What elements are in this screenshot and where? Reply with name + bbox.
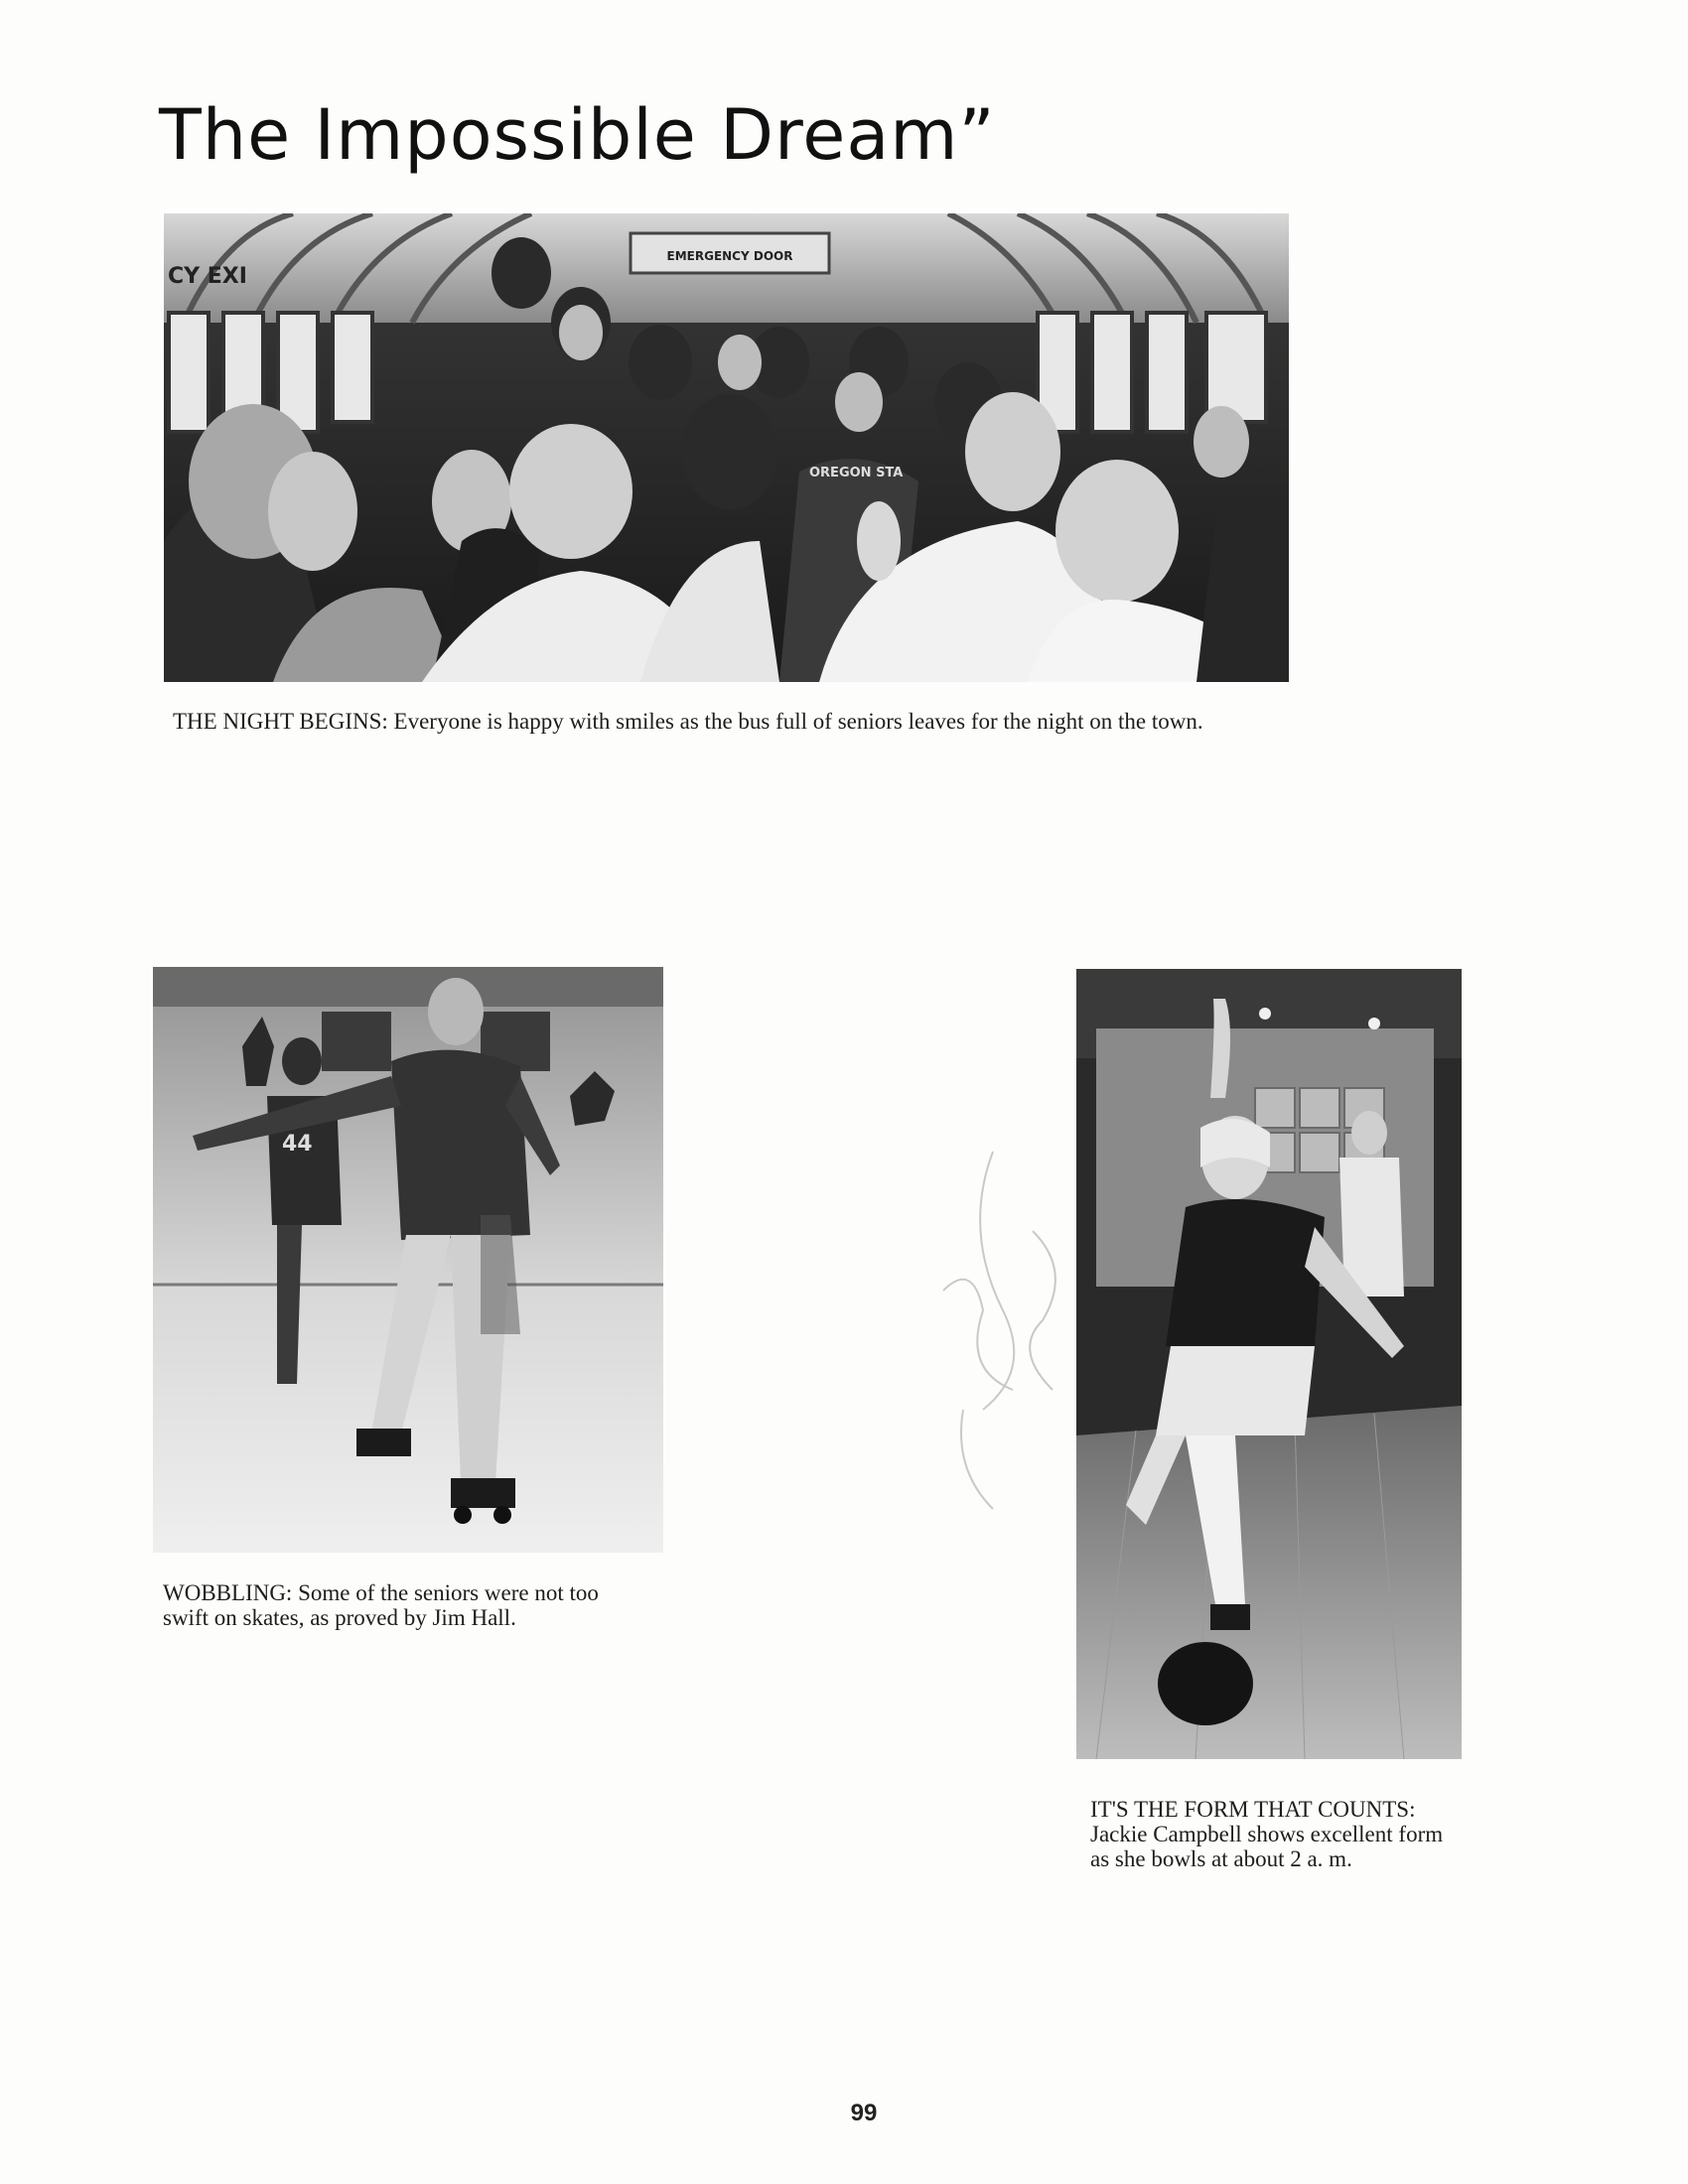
bus-caption-text: Everyone is happy with smiles as the bus full of seniors leaves for the night on the town.: [393, 709, 1203, 734]
pencil-scribble: [844, 1112, 1102, 1529]
bus-caption-lead: THE NIGHT BEGINS:: [173, 709, 388, 734]
bowling-caption-lead: IT'S THE FORM THAT COUNTS:: [1090, 1797, 1416, 1822]
skating-caption-lead: WOBBLING:: [163, 1580, 293, 1605]
page-title: The Impossible Dream”: [159, 94, 996, 176]
exit-sign: CY EXI: [168, 264, 247, 289]
bowling-caption: [1090, 1797, 1448, 1871]
bus-photo: [164, 213, 1289, 682]
page-number: 99: [850, 2100, 878, 2126]
bus-caption: [173, 709, 1265, 734]
jersey-number: 44: [282, 1132, 313, 1157]
skating-photo: [153, 967, 663, 1553]
emergency-door-sign: EMERGENCY DOOR: [666, 249, 793, 263]
skating-caption-text: Some of the seniors were not too swift on skates, as proved by Jim Hall.: [163, 1580, 599, 1630]
skating-caption: [163, 1580, 630, 1630]
bowling-caption-text: Jackie Campbell shows excellent form as she bowls at about 2 a. m.: [1090, 1822, 1444, 1871]
shirt-lettering: OREGON STA: [809, 466, 904, 480]
bowling-photo: [1076, 969, 1462, 1759]
